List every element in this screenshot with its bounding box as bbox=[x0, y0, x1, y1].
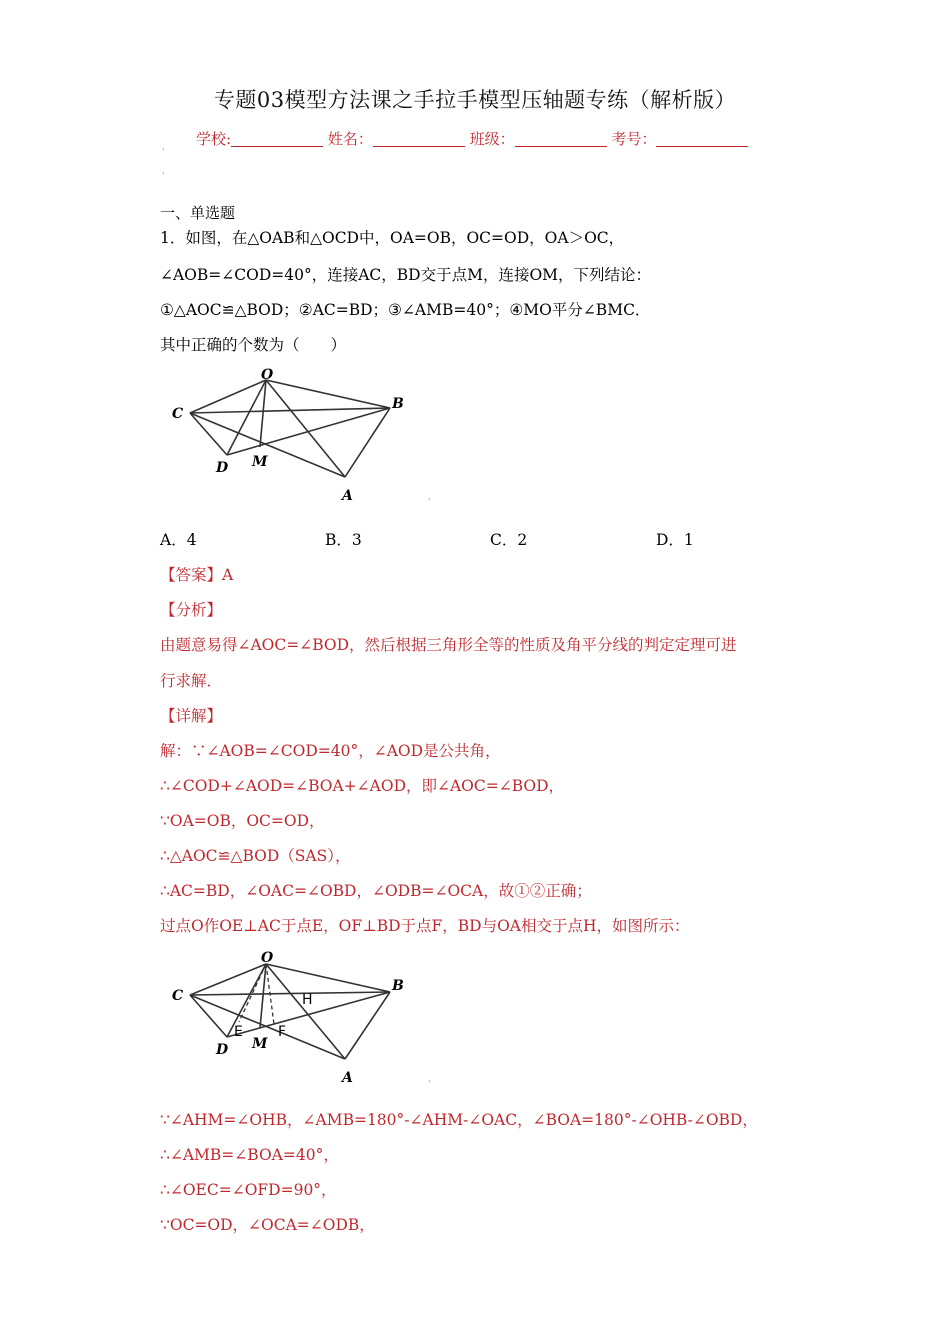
choice-d[interactable]: D．1 bbox=[656, 531, 694, 549]
label-b: B bbox=[392, 396, 404, 412]
label-a: A bbox=[342, 488, 353, 504]
class-label: 班级： bbox=[469, 130, 515, 148]
paragraph-mark: ' bbox=[428, 1080, 431, 1090]
choice-a[interactable]: A．4 bbox=[160, 531, 197, 549]
solution-step: ∴∠AMB=∠BOA=40°， bbox=[160, 1146, 339, 1164]
detail-heading: 【详解】 bbox=[160, 707, 223, 725]
geometry-figure-1 bbox=[160, 360, 430, 510]
question-line-3: ①△AOC≌△BOD；②AC=BD；③∠AMB=40°；④MO平分∠BMC． bbox=[160, 301, 651, 319]
name-blank[interactable] bbox=[373, 131, 465, 147]
student-info-line bbox=[196, 128, 748, 149]
label-c: C bbox=[172, 988, 184, 1004]
analysis-text-1: 由题意易得∠AOC=∠BOD，然后根据三角形全等的性质及角平分线的判定定理可进 bbox=[160, 636, 737, 654]
label-o: O bbox=[261, 950, 274, 966]
solution-step: ∵OC=OD，∠OCA=∠ODB， bbox=[160, 1216, 375, 1234]
geometry-figure-2 bbox=[160, 942, 430, 1092]
school-blank[interactable] bbox=[231, 131, 323, 147]
exam-no-label: 考号： bbox=[611, 130, 657, 148]
page-title: 专题03模型方法课之手拉手模型压轴题专练（解析版） bbox=[213, 88, 737, 112]
solution-step: ∵∠AHM=∠OHB，∠AMB=180°-∠AHM-∠OAC，∠BOA=180°-∠OHB-∠OBD， bbox=[160, 1111, 758, 1129]
solution-step: ∴AC=BD，∠OAC=∠OBD，∠ODB=∠OCA，故①②正确； bbox=[160, 882, 592, 900]
analysis-heading: 【分析】 bbox=[160, 601, 223, 619]
label-h: H bbox=[302, 992, 313, 1008]
school-label: 学校: bbox=[196, 130, 232, 148]
solution-step: ∴△AOC≌△BOD（SAS）， bbox=[160, 847, 351, 865]
paragraph-mark: ' bbox=[162, 172, 165, 182]
label-e: E bbox=[234, 1024, 243, 1040]
paragraph-mark: ' bbox=[428, 498, 431, 508]
solution-step: 过点O作OE⊥AC于点E，OF⊥BD于点F，BD与OA相交于点H，如图所示： bbox=[160, 917, 690, 935]
answer-line: 【答案】A bbox=[160, 566, 234, 584]
label-d: D bbox=[216, 460, 229, 476]
label-d: D bbox=[216, 1042, 229, 1058]
label-o: O bbox=[261, 367, 274, 383]
analysis-text-2: 行求解． bbox=[160, 672, 223, 690]
label-f: F bbox=[278, 1024, 287, 1040]
solution-step: ∴∠COD+∠AOD=∠BOA+∠AOD，即∠AOC=∠BOD， bbox=[160, 777, 565, 795]
label-m: M bbox=[252, 1036, 268, 1052]
label-c: C bbox=[172, 406, 184, 422]
solution-step: 解：∵∠AOB=∠COD=40°，∠AOD是公共角， bbox=[160, 742, 501, 760]
question-line-1: 1．如图，在△OAB和△OCD中，OA=OB，OC=OD，OA＞OC， bbox=[160, 229, 625, 247]
name-label: 姓名： bbox=[327, 130, 373, 148]
choice-c[interactable]: C．2 bbox=[490, 531, 528, 549]
question-line-4: 其中正确的个数为（ ） bbox=[160, 336, 347, 354]
question-line-2: ∠AOB=∠COD=40°，连接AC，BD交于点M，连接OM，下列结论： bbox=[160, 266, 652, 284]
solution-step: ∴∠OEC=∠OFD=90°， bbox=[160, 1181, 337, 1199]
exam-no-blank[interactable] bbox=[656, 131, 748, 147]
section-heading: 一、单选题 bbox=[160, 204, 236, 222]
label-m: M bbox=[252, 454, 268, 470]
paragraph-mark: ' bbox=[162, 148, 165, 158]
choice-b[interactable]: B．3 bbox=[325, 531, 362, 549]
label-b: B bbox=[392, 978, 404, 994]
label-a: A bbox=[342, 1070, 353, 1086]
class-blank[interactable] bbox=[515, 131, 607, 147]
solution-step: ∵OA=OB，OC=OD， bbox=[160, 812, 325, 830]
